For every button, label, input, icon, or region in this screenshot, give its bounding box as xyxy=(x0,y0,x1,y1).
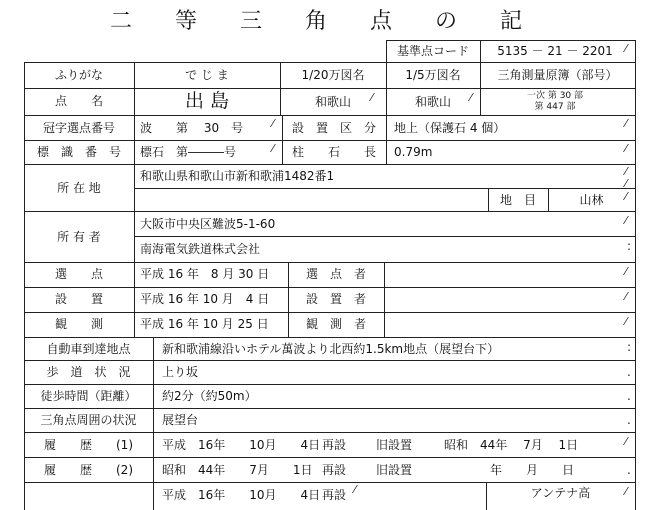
installation-type-label: 設 置 区 分 xyxy=(291,121,376,135)
dot-mark: . xyxy=(627,365,631,379)
rule xyxy=(24,164,636,165)
check-mark: ⁄ xyxy=(625,42,627,55)
rule xyxy=(24,262,636,263)
triangulation-register-label: 三角測量原簿（部号） xyxy=(497,68,618,82)
check-mark: ⁄ xyxy=(354,483,356,496)
rule xyxy=(24,360,636,361)
history-2-kind: 再設 xyxy=(322,463,347,477)
document-title: 二 等 三 角 点 の 記 xyxy=(110,9,540,34)
rule xyxy=(24,337,636,338)
selector-label: 選 点 者 xyxy=(305,267,366,281)
car-access-label: 自動車到達地点 xyxy=(46,342,131,356)
path-condition-value: 上り坂 xyxy=(162,365,199,379)
owner-name: 南海電気鉄道株式会社 xyxy=(140,242,261,256)
rule xyxy=(24,312,636,313)
point-name-value: 出 島 xyxy=(184,90,230,112)
car-access-value: 新和歌浦線沿いホテル萬波より北西約1.5km地点（展望台下） xyxy=(162,342,500,356)
check-mark: ⁄ xyxy=(625,142,627,155)
land-category-value: 山林 xyxy=(579,193,604,207)
reference-code-label: 基準点コード xyxy=(396,44,469,58)
dot-mark: : xyxy=(627,239,632,253)
check-mark: ⁄ xyxy=(625,177,627,190)
rule xyxy=(24,62,636,63)
installer-label: 設 置 者 xyxy=(305,292,366,306)
rule xyxy=(24,432,636,433)
selection-label: 選 点 xyxy=(54,267,103,281)
land-category-label: 地 目 xyxy=(499,193,536,207)
installation-label: 設 置 xyxy=(54,292,103,306)
history-1-label: 履 歴 (1) xyxy=(44,438,133,452)
history-2-old-date: 年 月 日 xyxy=(490,463,575,477)
surroundings-label: 三角点周囲の状況 xyxy=(40,413,137,427)
rule xyxy=(386,115,387,164)
rule xyxy=(24,482,636,483)
check-mark: ⁄ xyxy=(625,165,627,178)
register-number-1: 一次 第 30 部 xyxy=(526,91,584,101)
history-3-date: 平成 16年 10月 4日 xyxy=(162,488,321,502)
history-1-date: 平成 16年 10月 4日 xyxy=(162,438,321,452)
furigana-label: ふりがな xyxy=(54,68,103,82)
dot-mark: . xyxy=(627,413,631,427)
history-1-old-label: 旧設置 xyxy=(376,438,413,452)
location-label: 所 在 地 xyxy=(57,181,101,195)
dot-mark: . xyxy=(627,463,631,477)
owner-label: 所 有 者 xyxy=(57,230,101,244)
observation-label: 観 測 xyxy=(54,317,103,331)
rule xyxy=(24,408,636,409)
rule xyxy=(24,211,636,212)
walking-time-value: 約2分（約50m） xyxy=(162,389,257,403)
rule xyxy=(153,337,154,510)
rule xyxy=(24,88,636,89)
marker-number-label: 標 識 番 号 xyxy=(36,145,121,159)
history-1-kind: 再設 xyxy=(322,438,347,452)
check-mark: ⁄ xyxy=(272,142,274,155)
pillar-length-value: 0.79m xyxy=(394,145,433,159)
rule xyxy=(134,236,636,237)
map-200k-label: 1/20万図名 xyxy=(301,68,365,82)
walking-time-label: 徒歩時間（距離） xyxy=(40,389,137,403)
owner-address: 大阪市中央区難波5-1-60 xyxy=(140,217,276,231)
rule xyxy=(386,40,636,41)
check-mark: ⁄ xyxy=(371,91,373,104)
observation-date: 平成 16 年 10 月 25 日 xyxy=(140,317,269,331)
rule xyxy=(635,40,636,510)
history-3-kind: 再設 xyxy=(322,488,347,502)
history-2-date: 昭和 44年 7月 1日 xyxy=(162,463,313,477)
pillar-length-label: 柱 石 長 xyxy=(291,145,376,159)
map-50k-value: 和歌山 xyxy=(414,95,451,109)
reference-code-value: 5135 － 21 － 2201 xyxy=(497,44,613,58)
register-number-2: 第 447 部 xyxy=(534,102,576,112)
selection-number-value: 波 第 30 号 xyxy=(140,121,244,135)
history-2-label: 履 歴 (2) xyxy=(44,463,133,477)
rule xyxy=(134,188,636,189)
dot-mark: : xyxy=(627,340,632,354)
check-mark: ⁄ xyxy=(625,214,627,227)
check-mark: ⁄ xyxy=(625,485,627,498)
furigana-value: で じ ま xyxy=(185,68,229,82)
rule xyxy=(24,457,636,458)
rule xyxy=(384,262,385,337)
check-mark: ⁄ xyxy=(470,91,472,104)
check-mark: ⁄ xyxy=(625,290,627,303)
dot-mark: . xyxy=(627,389,631,403)
history-1-old-date: 昭和 44年 7月 1日 xyxy=(444,438,579,452)
rule xyxy=(24,140,636,141)
check-mark: ⁄ xyxy=(625,265,627,278)
rule xyxy=(24,115,636,116)
rule xyxy=(24,287,636,288)
check-mark: ⁄ xyxy=(625,435,627,448)
observer-label: 観 測 者 xyxy=(305,317,366,331)
installation-type-value: 地上（保護石 4 個） xyxy=(394,121,506,135)
map-50k-label: 1/5万図名 xyxy=(405,68,461,82)
check-mark: ⁄ xyxy=(625,315,627,328)
surroundings-value: 展望台 xyxy=(162,413,199,427)
map-200k-value: 和歌山 xyxy=(314,95,351,109)
check-mark: ⁄ xyxy=(272,117,274,130)
history-2-old-label: 旧設置 xyxy=(376,463,413,477)
check-mark: ⁄ xyxy=(625,190,627,203)
installation-date: 平成 16 年 10 月 4 日 xyxy=(140,292,270,306)
selection-date: 平成 16 年 8 月 30 日 xyxy=(140,267,270,281)
check-mark: ⁄ xyxy=(625,117,627,130)
location-value: 和歌山県和歌山市新和歌浦1482番1 xyxy=(140,169,335,183)
point-name-label: 点 名 xyxy=(54,94,103,108)
antenna-height-label: アンテナ高 xyxy=(530,486,591,500)
rule xyxy=(24,384,636,385)
path-condition-label: 歩 道 状 況 xyxy=(46,365,131,379)
selection-number-label: 冠字選点番号 xyxy=(42,121,115,135)
marker-number-value: 標石 第―――号 xyxy=(140,145,237,159)
